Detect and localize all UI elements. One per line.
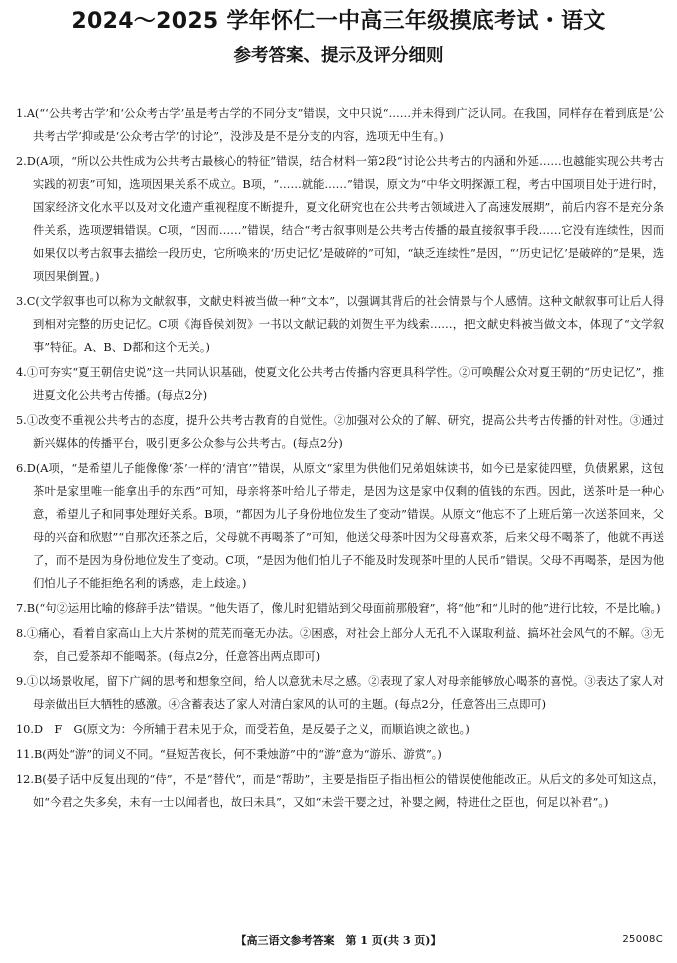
answer-item-2: 2.D(A项，“所以公共性成为公共考古最核心的特征”错误，结合材料一第2段“讨论公共考古的内涵和外延……也越能实现公共考古实践的初衷”可知，选项因果关系不成立。B项，“……就能……”错误，原文为“中华文明探源工程，考古中国项目处于进行时，国家经济文化水平以及对文化遗产重视程度不断提升，夏文化研究也在公共考古领域进入了高速发展期”，前后内容不是充分条件关系，选项逻辑错误。C项，“因而……”错误，结合“考古叙事则是公共考古传播的最直接叙事手段……它没有连续性，因而如果仅以考古叙事去描绘一段历史，它所唤来的‘历史记忆’是破碎的”可知，“缺乏连续性”是因，“‘历史记忆’是破碎的”是果，选项因果倒置。) <box>16 155 664 283</box>
answer-item-11: 11.B(两处“游”的词义不同。“昼短苦夜长，何不秉烛游”中的“游”意为“游乐、游赏”。) <box>16 748 442 761</box>
answer-list <box>16 102 664 816</box>
page-footer: 【高三语文参考答案 第 1 页(共 3 页)】 <box>235 934 442 947</box>
answer-item-7: 7.B(“句②运用比喻的修辞手法”错误。“他失语了，像儿时犯错站到父母面前那般窘”，将“他”和“儿时的他”进行比较，不是比喻。) <box>16 602 661 615</box>
answer-item-10: 10.D F G(原文为：今所辅于君未见于众，而受若鱼，是反晏子之义，而顺谄谀之欲也。) <box>16 723 470 736</box>
answer-item-3: 3.C(文学叙事也可以称为文献叙事，文献史料被当做一种“文本”，以强调其背后的社会情景与个人感情。这种文献叙事可让后人得到相对完整的历史记忆。C项《海昏侯刘贺》一书以文献记载的刘贺生平为线索……，把文献史料被当做文本，体现了“文学叙事”特征。A、B、D都和这个无关。) <box>16 295 664 354</box>
document-title: 2024～2025 学年怀仁一中高三年级摸底考试・语文 <box>71 9 606 34</box>
document-code: 25008C <box>622 934 663 945</box>
answer-item-1: 1.A(“‘公共考古学’和‘公众考古学’虽是考古学的不同分支”错误，文中只说“……并未得到广泛认同。在我国，同样存在着到底是‘公共考古学’抑或是‘公众考古学’的讨论”，没涉及是不是分支的内容，选项无中生有。) <box>16 107 664 143</box>
document-subtitle: 参考答案、提示及评分细则 <box>233 46 444 66</box>
answer-item-5: 5.①改变不重视公共考古的态度，提升公共考古教育的自觉性。②加强对公众的了解、研究，提高公共考古传播的针对性。③通过新兴媒体的传播平台，吸引更多公众参与公共考古。(每点2分) <box>16 414 664 450</box>
answer-item-9: 9.①以场景收尾，留下广阔的思考和想象空间，给人以意犹未尽之感。②表现了家人对母亲能够放心喝茶的喜悦。③表达了家人对母亲做出巨大牺牲的感激。④含蓄表达了家人对清白家风的认可的主题。(每点2分，任意答出三点即可) <box>16 675 664 711</box>
answer-item-6: 6.D(A项，“是希望儿子能像像‘茶’一样的‘清官’”错误，从原文“家里为供他们兄弟姐妹读书，如今已是家徒四壁，负债累累，这包茶叶是家里唯一能拿出手的东西”可知，母亲将茶叶给儿子带走，是因为这是家中仅剩的值钱的东西。因此，送茶叶是一种心意，希望儿子和同事处理好关系。B项，“都因为儿子身份地位发生了变动”错误。从原文“他忘不了上班后第一次送茶回来，父母的兴奋和欣慰”“自那次还茶之后，父母就不再喝茶了”可知，他送父母茶叶因为父母喜欢茶，后来父母不喝茶了，他就不再送了，而不是因为身份地位发生了变动。C项，“是因为他们怕儿子不能及时发现茶叶里的人民币”错误。父母不再喝茶，是因为他们怕儿子不能拒绝名利的诱惑，走上歧途。) <box>16 462 664 590</box>
answer-item-4: 4.①可夯实“夏王朝信史说”这一共同认识基础，使夏文化公共考古传播内容更具科学性。②可唤醒公众对夏王朝的“历史记忆”，推进夏文化公共考古传播。(每点2分) <box>16 366 664 402</box>
answer-item-8: 8.①痛心，看着自家高山上大片茶树的荒芜而毫无办法。②困惑，对社会上部分人无孔不入谋取利益、搞坏社会风气的不解。③无奈，自己爱茶却不能喝茶。(每点2分，任意答出两点即可) <box>16 627 664 663</box>
answer-item-12: 12.B(晏子话中反复出现的“侍”，不是“替代”，而是“帮助”，主要是指臣子指出桓公的错误使他能改正。从后文的多处可知这点，如“今君之失多矣，未有一士以闻者也，故曰未具”，又如“未尝干婴之过，补婴之阙，特进仕之臣也，何足以补君”。) <box>16 773 664 809</box>
